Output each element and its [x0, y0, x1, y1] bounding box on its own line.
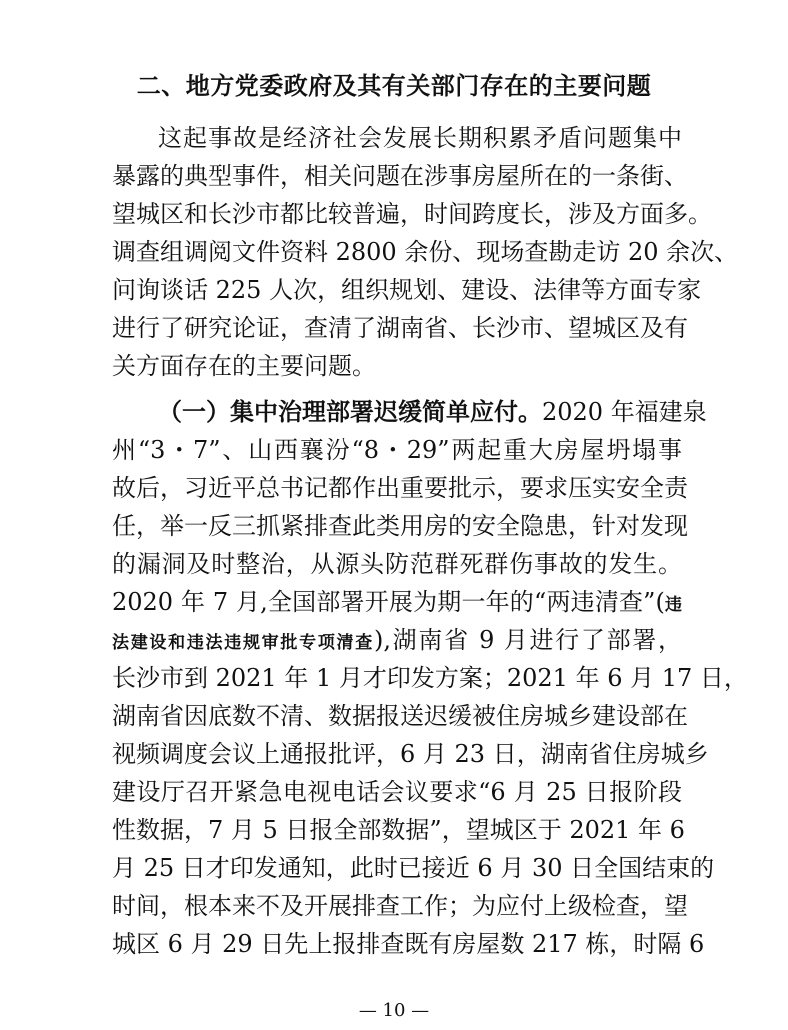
section-heading: 二、地方党委政府及其有关部门存在的主要问题: [136, 72, 652, 100]
paragraph-line: 长沙市到 2021 年 1 月才印发方案；2021 年 6 月 17 日，: [112, 664, 748, 692]
paragraph-text: 2020 年 7 月,全国部署开展为期一年的“两违清查”(: [112, 588, 665, 616]
parenthetical-note: 违: [664, 595, 683, 615]
paragraph-line: 关方面存在的主要问题。: [112, 352, 376, 380]
paragraph-line: 问询谈话 225 人次，组织规划、建设、法律等方面专家: [112, 276, 702, 304]
paragraph-line: 暴露的典型事件，相关问题在涉事房屋所在的一条街、: [112, 162, 688, 190]
paragraph-line: 州“3・7”、山西襄汾“8・29”两起重大房屋坍塌事: [112, 436, 682, 464]
paragraph-line: 视频调度会议上通报批评，6 月 23 日，湖南省住房城乡: [112, 740, 709, 768]
paragraph-line: [112, 583, 682, 621]
paragraph-line: 进行了研究论证，查清了湖南省、长沙市、望城区及有: [112, 314, 688, 342]
paragraph-line: 时间，根本来不及开展排查工作；为应付上级检查，望: [112, 892, 688, 920]
paragraph-line: [158, 393, 707, 431]
page-number: — 10 —: [358, 1000, 430, 1021]
paragraph-line: 这起事故是经济社会发展长期积累矛盾问题集中: [158, 124, 682, 152]
paragraph-line: 任，举一反三抓紧排查此类用房的安全隐患，针对发现: [112, 512, 688, 540]
paragraph-line: 调查组调阅文件资料 2800 余份、现场查勘走访 20 余次、: [112, 238, 739, 266]
subsection-heading: （一）集中治理部署迟缓简单应付。: [158, 397, 542, 426]
paragraph-line: 故后，习近平总书记都作出重要批示，要求压实安全责: [112, 474, 688, 502]
paragraph-line: 建设厅召开紧急电视电话会议要求“6 月 25 日报阶段: [112, 778, 682, 806]
paragraph-line: 性数据，7 月 5 日报全部数据”，望城区于 2021 年 6: [112, 816, 685, 844]
parenthetical-note: 法建设和违法违规审批专项清查: [112, 633, 374, 653]
paragraph-line: 望城区和长沙市都比较普遍，时间跨度长，涉及方面多。: [112, 200, 712, 228]
paragraph-text: 2020 年福建泉: [542, 398, 707, 426]
paragraph-line: [112, 621, 682, 659]
paragraph-line: 的漏洞及时整治，从源头防范群死群伤事故的发生。: [112, 550, 682, 578]
paragraph-line: 湖南省因底数不清、数据报送迟缓被住房城乡建设部在: [112, 702, 688, 730]
paragraph-text: ),湖南省 9 月进行了部署，: [373, 626, 682, 654]
paragraph-line: 月 25 日才印发通知，此时已接近 6 月 30 日全国结束的: [112, 854, 715, 882]
paragraph-line: 城区 6 月 29 日先上报排查既有房屋数 217 栋，时隔 6: [112, 930, 705, 958]
